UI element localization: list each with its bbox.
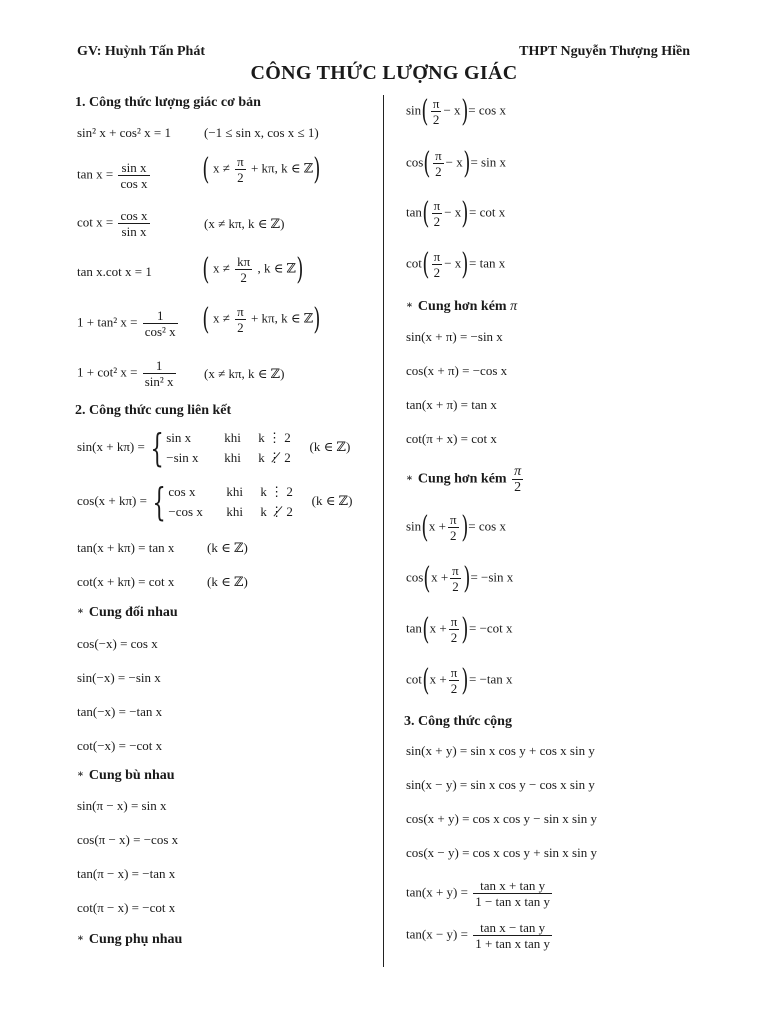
- formula-pi2-cos: cos(x + $\frac{\pi}{2}$ )= −sin x: [406, 560, 514, 596]
- formula-phu-cos: cos( $\frac{\pi}{2}$ − x)= sin x: [406, 145, 506, 181]
- formula-doi-3: tan(−x) = −tan x: [77, 704, 163, 719]
- formula-pi-2: cos(x + π) = −cos x: [406, 363, 508, 378]
- teacher-name: GV: Huỳnh Tấn Phát: [77, 44, 205, 59]
- formula-bu-2: cos(π − x) = −cos x: [77, 832, 179, 847]
- formula-bu-4: cot(π − x) = −cot x: [77, 900, 176, 915]
- formula-doi-4: cot(−x) = −cot x: [77, 738, 163, 753]
- subheading-phu-nhau: ∗ Cung phụ nhau: [77, 932, 183, 947]
- formula-lienket-tan: tan(x + kπ) = tan x (k ∈ ℤ): [77, 540, 248, 555]
- subheading-doi-nhau: ∗ Cung đối nhau: [77, 605, 178, 620]
- formula-basic-6: 1 + cot² x = $\frac{1}{\text{sin² x}}$ (x ≠ kπ, k ∈ ℤ): [77, 358, 285, 389]
- subheading-bu-nhau: ∗ Cung bù nhau: [77, 768, 175, 783]
- subheading-hon-kem-pi2: ∗ Cung hơn kém $\frac{\pi}{2}$: [406, 464, 522, 495]
- formula-bu-1: sin(π − x) = sin x: [77, 798, 167, 813]
- school-name: THPT Nguyễn Thượng Hiền: [519, 44, 690, 59]
- page-title: CÔNG THỨC LƯỢNG GIÁC: [250, 62, 518, 84]
- subheading-hon-kem-pi: ∗ Cung hơn kém π: [406, 299, 518, 314]
- section-heading-basic: 1. Công thức lượng giác cơ bản: [75, 95, 261, 110]
- formula-pi-1: sin(x + π) = −sin x: [406, 329, 503, 344]
- formula-pi2-cot: cot(x + $\frac{\pi}{2}$ )= −tan x: [406, 662, 513, 698]
- formula-phu-cot: cot( $\frac{\pi}{2}$ − x)= tan x: [406, 246, 506, 282]
- formula-pi2-tan: tan(x + $\frac{\pi}{2}$ )= −cot x: [406, 611, 513, 647]
- formula-basic-2: tan x = $\frac{\text{sin x}}{\text{cos x}}$ ( x ≠ $\frac{\pi}{2}$ + kπ, k ∈ ℤ): [77, 151, 321, 191]
- formula-basic-3: cot x = $\frac{\text{cos x}}{\text{sin x}}$ (x ≠ kπ, k ∈ ℤ): [77, 208, 285, 239]
- formula-cong-1: sin(x + y) = sin x cos y + cos x sin y: [406, 743, 595, 758]
- formula-cong-tan-plus: tan(x + y) = $\frac{\text{tan x + tan y}}{\text{1 − tan x tan y}}$: [406, 878, 551, 909]
- formula-lienket-sin: sin(x + kπ) = { sin x khi k ⋮ 2 −sin x khi k ⋮̸ 2 (k ∈ ℤ): [77, 426, 351, 470]
- formula-bu-3: tan(π − x) = −tan x: [77, 866, 176, 881]
- formula-doi-2: sin(−x) = −sin x: [77, 670, 161, 685]
- formula-cong-3: cos(x + y) = cos x cos y − sin x sin y: [406, 811, 597, 826]
- formula-pi2-sin: sin(x + $\frac{\pi}{2}$ )= cos x: [406, 509, 506, 545]
- section-heading-lienket: 2. Công thức cung liên kết: [75, 403, 232, 418]
- formula-cong-tan-minus: tan(x − y) = $\frac{\text{tan x − tan y}}{\text{1 + tan x tan y}}$: [406, 920, 551, 951]
- formula-lienket-cos: cos(x + kπ) = { cos x khi k ⋮ 2 −cos x khi k ⋮̸ 2 (k ∈ ℤ): [77, 480, 353, 524]
- formula-doi-1: cos(−x) = cos x: [77, 636, 158, 651]
- formula-cong-2: sin(x − y) = sin x cos y − cos x sin y: [406, 777, 595, 792]
- formula-cong-4: cos(x − y) = cos x cos y + sin x sin y: [406, 845, 597, 860]
- formula-basic-5: 1 + tan² x = $\frac{1}{\text{cos² x}}$ ( x ≠ $\frac{\pi}{2}$ + kπ, k ∈ ℤ): [77, 301, 321, 339]
- section-heading-cong: 3. Công thức cộng: [404, 714, 512, 729]
- column-divider: [383, 95, 384, 967]
- formula-basic-1: sin² x + cos² x = 1 (−1 ≤ sin x, cos x ≤ 1): [77, 125, 319, 140]
- formula-basic-4: tan x.cot x = 1 ( x ≠ $\frac{k\pi}{2}$ , k ∈ ℤ): [77, 251, 304, 287]
- formula-lienket-cot: cot(x + kπ) = cot x (k ∈ ℤ): [77, 574, 248, 589]
- formula-phu-tan: tan( $\frac{\pi}{2}$ − x)= cot x: [406, 195, 506, 231]
- formula-pi-3: tan(x + π) = tan x: [406, 397, 497, 412]
- formula-phu-sin: sin( $\frac{\pi}{2}$ − x)= cos x: [406, 93, 506, 129]
- formula-pi-4: cot(π + x) = cot x: [406, 431, 497, 446]
